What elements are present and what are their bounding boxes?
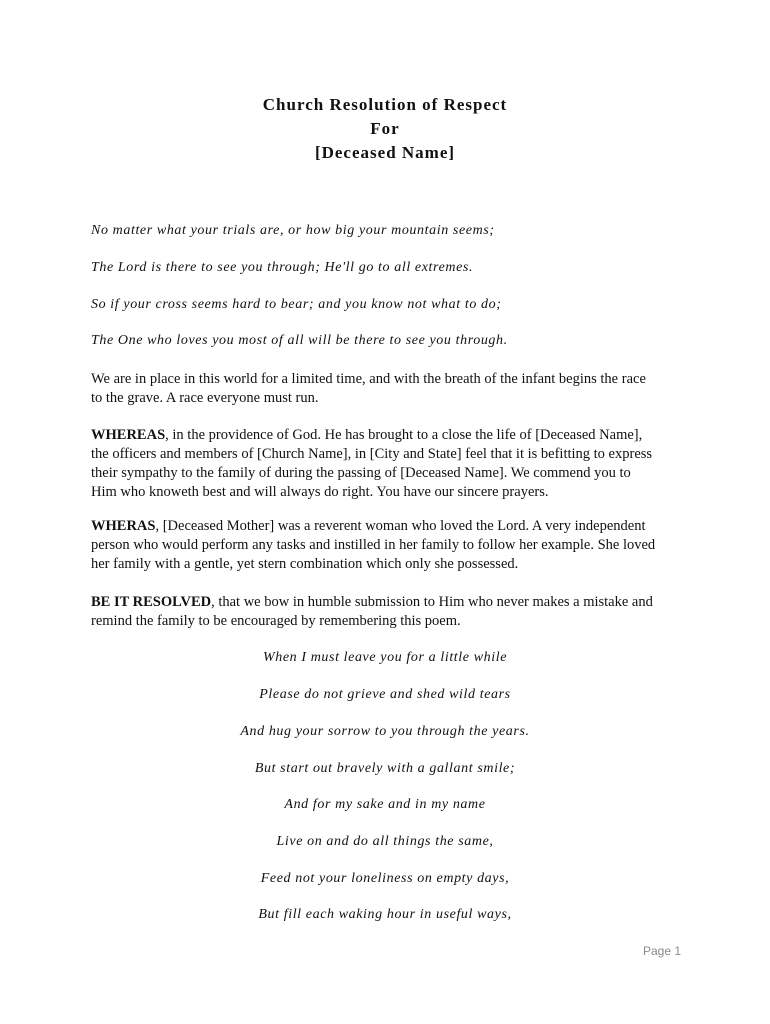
title-line: [Deceased Name] [314, 143, 456, 162]
line: her family with a gentle, yet stern combination which only she possessed. [91, 556, 519, 572]
line [91, 426, 691, 445]
line: their sympathy to the family of during the passing of [Deceased Name]. We commend you to [91, 465, 631, 481]
paragraph-whereas [91, 426, 691, 502]
line-text: , that we bow in humble submission to Him who never makes a mistake and [211, 594, 653, 610]
line: person who would perform any tasks and instilled in her family to follow her example. She loved [91, 537, 656, 553]
lead-word: WHERAS [91, 518, 156, 534]
poem-line: When I must leave you for a little while [262, 650, 508, 665]
poem-line: Live on and do all things the same, [276, 834, 494, 849]
line: We are in place in this world for a limited time, and with the breath of the infant begins the race [91, 371, 646, 387]
verse-line: The One who loves you most of all will be there to see you through. [91, 333, 508, 348]
line: remind the family to be encouraged by remembering this poem. [91, 613, 461, 629]
poem-line: Please do not grieve and shed wild tears [259, 687, 511, 702]
page-number: Page 1 [643, 944, 682, 958]
poem-line: And hug your sorrow to you through the years. [240, 724, 530, 739]
paragraph-resolved [91, 593, 691, 631]
line-text: , [Deceased Mother] was a reverent woman who loved the Lord. A very independent [155, 518, 646, 534]
line: the officers and members of [Church Name], in [City and State] feel that it is befitting to express [91, 446, 653, 462]
poem-line: And for my sake and in my name [284, 797, 486, 812]
paragraph-wheras [91, 517, 691, 574]
poem-line: Feed not your loneliness on empty days, [260, 871, 510, 886]
poem-line: But start out bravely with a gallant smile; [254, 761, 516, 776]
lead-word: BE IT RESOLVED [91, 594, 212, 610]
verse-line: The Lord is there to see you through; He'll go to all extremes. [91, 260, 474, 275]
line: Him who knoweth best and will always do right. You have our sincere prayers. [91, 484, 549, 500]
verse-line: So if your cross seems hard to bear; and you know not what to do; [91, 297, 502, 312]
paragraph-intro [91, 370, 691, 408]
lead-word: WHEREAS [91, 427, 166, 443]
line [91, 517, 691, 536]
title-line: Church Resolution of Respect [262, 95, 508, 114]
verse-line: No matter what your trials are, or how big your mountain seems; [91, 223, 495, 238]
line: to the grave. A race everyone must run. [91, 390, 319, 406]
line-text: , in the providence of God. He has brought to a close the life of [Deceased Name], [165, 427, 643, 443]
poem-line: But fill each waking hour in useful ways, [258, 907, 512, 922]
line [91, 593, 691, 612]
title-line: For [370, 119, 400, 138]
